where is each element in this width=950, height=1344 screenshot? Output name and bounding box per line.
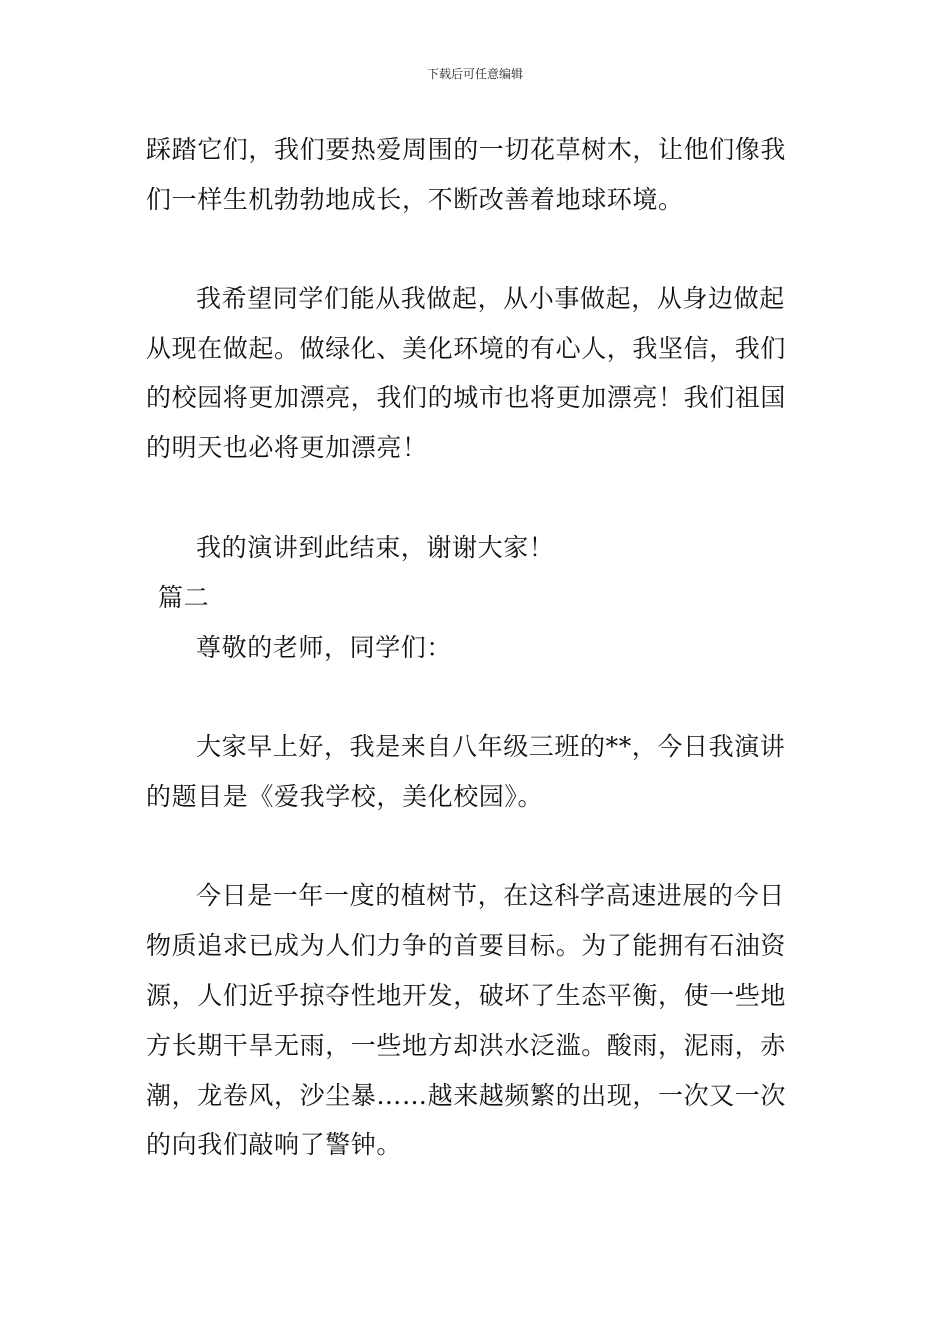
text-line: 的向我们敲响了警钟。 (146, 1130, 403, 1159)
text-line: 方长期干旱无雨，一些地方却洪水泛滥。酸雨，泥雨，赤 (146, 1031, 787, 1060)
text-line: 的题目是《爱我学校，美化校园》。 (146, 782, 544, 811)
text-line: 从现在做起。做绿化、美化环境的有心人，我坚信，我们 (146, 334, 787, 363)
page-header-note: 下载后可任意编辑 (426, 67, 523, 81)
text-line: 大家早上好，我是来自八年级三班的**，今日我演讲 (196, 732, 786, 761)
salutation: 尊敬的老师，同学们： (196, 633, 453, 662)
text-line: 的明天也必将更加漂亮！ (146, 433, 428, 462)
text-line: 们一样生机勃勃地成长，不断改善着地球环境。 (146, 185, 684, 214)
text-line: 我希望同学们能从我做起，从小事做起，从身边做起 (196, 284, 785, 313)
text-line: 潮，龙卷风，沙尘暴……越来越频繁的出现，一次又一次 (146, 1081, 787, 1110)
text-line: 我的演讲到此结束，谢谢大家！ (196, 533, 555, 562)
text-line: 源，人们近乎掠夺性地开发，破坏了生态平衡，使一些地 (146, 981, 787, 1010)
section-heading: 篇二 (158, 583, 210, 612)
text-line: 的校园将更加漂亮，我们的城市也将更加漂亮！我们祖国 (146, 383, 787, 412)
text-line: 踩踏它们，我们要热爱周围的一切花草树木，让他们像我 (146, 135, 787, 164)
text-line: 物质追求已成为人们力争的首要目标。为了能拥有石油资 (146, 931, 787, 960)
text-line: 今日是一年一度的植树节，在这科学高速进展的今日 (196, 881, 785, 910)
